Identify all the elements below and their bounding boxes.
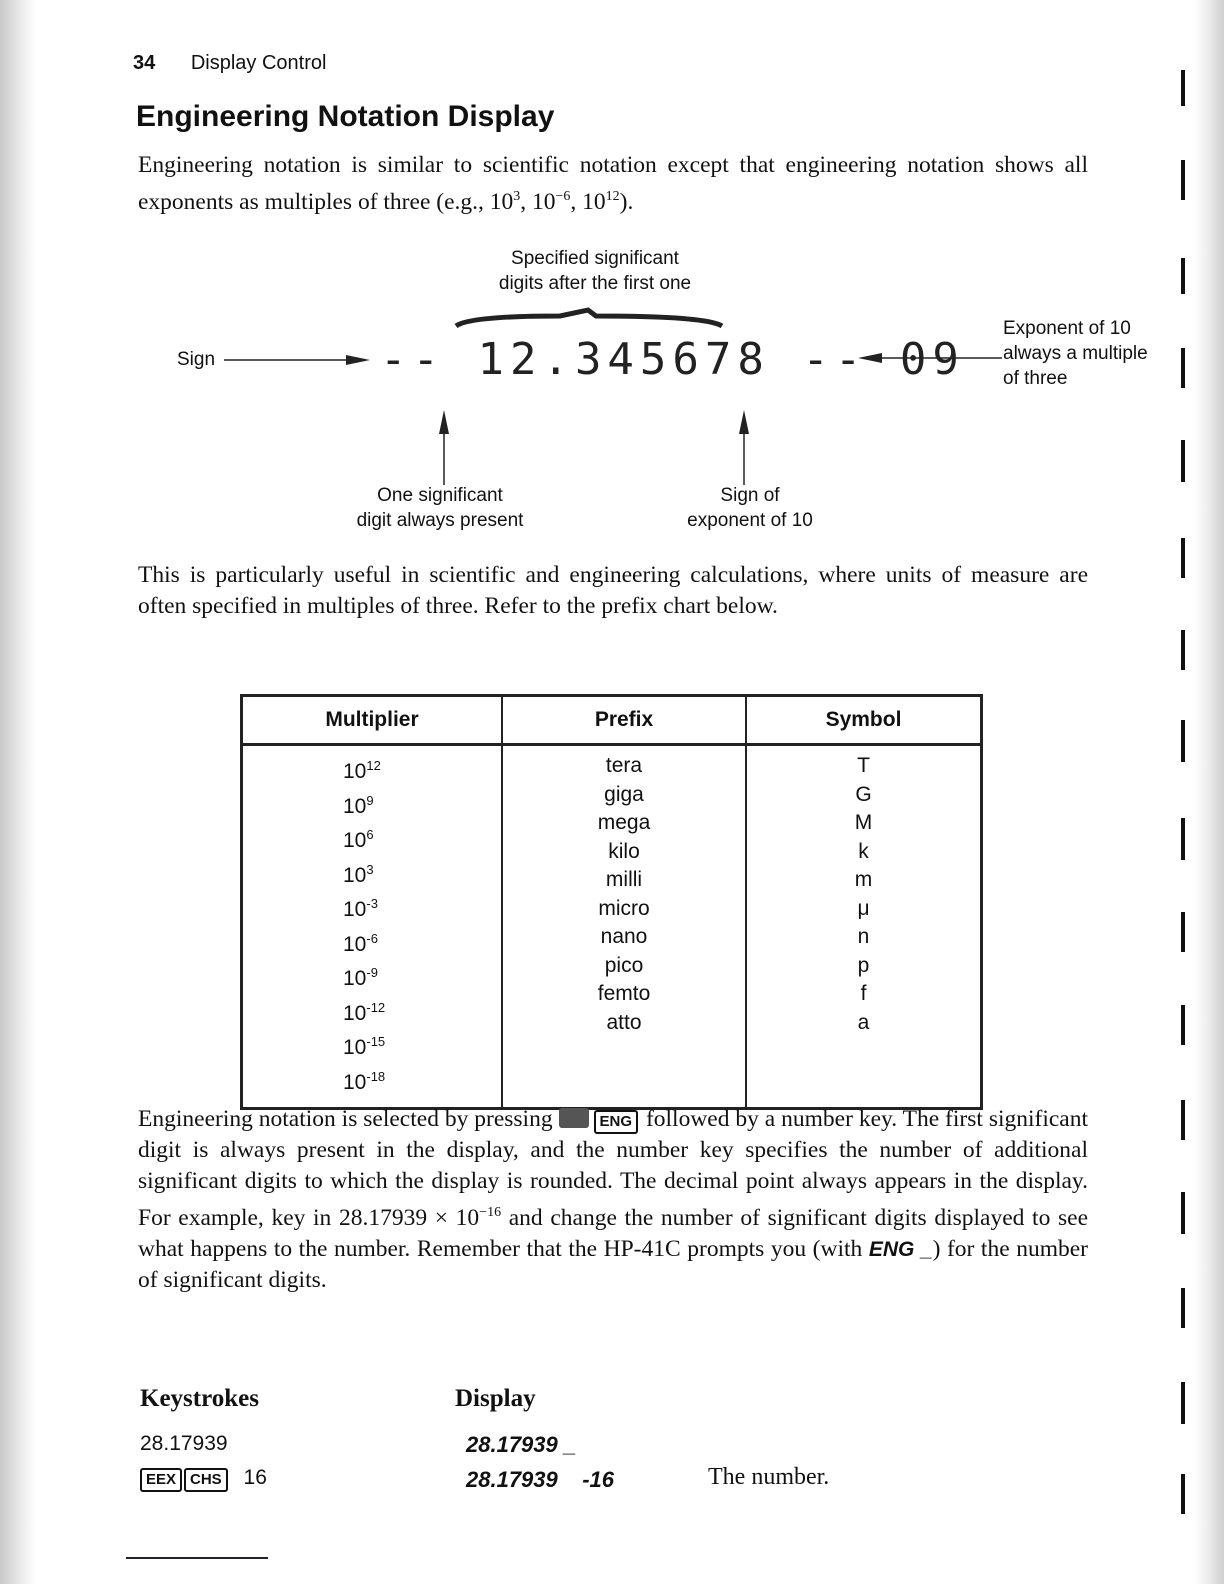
change-bar (1181, 1005, 1185, 1045)
lcd-display: -- 12.345678 -- 09 (380, 334, 965, 385)
eng-key[interactable]: ENG (594, 1110, 639, 1134)
symbol-cell: μ (857, 896, 870, 920)
multiplier-cell: $10^{12}$ (343, 758, 381, 783)
symbol-cell: f (860, 982, 867, 1005)
selection-paragraph: Engineering notation is selected by pressing ENG followed by a number key. The first significant digit is always present in the display, and the number key specifies the number of additional significant digits to which the display is rounded. The decimal point always appears in the display. For example, key in $28.17939 \times 10^{-16}$ and change the number of significant digits displayed to see what happens to the number. Remember that the HP-41C prompts you (with ENG _) for the number of significant digits. (138, 1106, 1089, 1293)
keystroke-row-2 (140, 1466, 267, 1492)
symbol-column (746, 745, 982, 1109)
change-bar (1181, 1192, 1185, 1234)
chs-key[interactable]: CHS (184, 1468, 228, 1492)
label-specified-digits: Specified significant digits after the first one (498, 248, 692, 294)
section-title: Display Control (190, 52, 327, 74)
header-prefix: Prefix (502, 696, 746, 745)
display-row-1: 28.17939 _ (466, 1432, 577, 1457)
display-heading: Display (455, 1385, 536, 1412)
table-header-row (242, 696, 982, 745)
display-row-2: 28.17939 -16 (466, 1467, 615, 1492)
change-bar (1181, 1474, 1185, 1514)
prefix-cell: nano (600, 925, 648, 948)
multiplier-cell: $10^3$ (343, 861, 374, 887)
label-exponent: Exponent of 10 always a multiple of three (1003, 318, 1148, 389)
exp-sign-arrowhead (739, 410, 749, 434)
label-sign: Sign (177, 349, 216, 370)
shift-key[interactable] (559, 1108, 589, 1128)
prefix-cell: milli (605, 868, 643, 891)
multiplier-cell: $10^{-6}$ (343, 930, 378, 956)
sign-arrowhead (346, 355, 370, 365)
symbol-cell: n (857, 925, 870, 948)
symbol-cell: a (857, 1010, 870, 1034)
prefix-cell: mega (597, 811, 651, 834)
label-exponent-sign: Sign of exponent of 10 (687, 485, 813, 531)
keystroke-number: 16 (243, 1466, 267, 1489)
prefix-cell: femto (597, 982, 651, 1005)
prefix-cell: tera (605, 754, 643, 777)
symbol-cell: T (857, 754, 870, 777)
header-multiplier: Multiplier (242, 696, 503, 745)
multiplier-cell: $10^9$ (343, 792, 374, 818)
change-bar (1181, 720, 1185, 762)
table-body-row (242, 745, 982, 1109)
keystroke-row-1: 28.17939 (140, 1432, 228, 1455)
prefix-cell: pico (604, 953, 644, 977)
usage-paragraph: This is particularly useful in scientific and engineering calculations, where units of measure are often specified in multiples of three. Refer to the prefix chart below. (138, 562, 1088, 619)
prefix-cell: micro (598, 896, 650, 920)
multiplier-cell: $10^{-18}$ (343, 1068, 386, 1094)
symbol-cell: M (854, 811, 873, 834)
prefix-column (502, 745, 746, 1109)
one-digit-arrowhead (439, 410, 449, 434)
change-bar (1181, 912, 1185, 952)
multiplier-cell: $10^{-9}$ (343, 965, 378, 990)
header-symbol: Symbol (746, 696, 982, 745)
display-note: The number. (708, 1464, 830, 1490)
eex-key[interactable]: EEX (140, 1468, 182, 1492)
multiplier-cell: $10^{-3}$ (343, 896, 378, 921)
symbol-cell: k (858, 839, 869, 863)
prefix-table (240, 694, 983, 1110)
multiplier-cell: $10^{-15}$ (343, 1034, 386, 1059)
multiplier-cell: $10^6$ (343, 827, 374, 852)
change-bar (1181, 818, 1185, 860)
multiplier-cell: $10^{-12}$ (343, 999, 386, 1025)
page-number: 34 (133, 52, 156, 74)
prefix-cell: atto (606, 1010, 642, 1034)
prefix-cell: kilo (608, 839, 640, 863)
change-bar (1181, 630, 1185, 670)
intro-paragraph: Engineering notation is similar to scientific notation except that engineering notation shows all exponents as multiples of three (e.g., $10^3$, $10^{-6}$, $10^{12}$). (138, 152, 1088, 215)
prefix-cell: giga (604, 782, 644, 806)
change-bar (1181, 1288, 1185, 1328)
multiplier-column (242, 745, 503, 1109)
footer-rule (126, 1557, 268, 1559)
symbol-cell: G (855, 782, 872, 806)
eng-prompt: ENG _ (868, 1237, 933, 1261)
display-diagram (0, 0, 1224, 560)
label-one-digit: One significant digit always present (356, 485, 524, 531)
page-title: Engineering Notation Display (136, 100, 555, 133)
change-bar (1181, 1382, 1185, 1424)
symbol-cell: p (857, 953, 870, 977)
change-bar (1181, 1100, 1185, 1140)
keystrokes-heading: Keystrokes (140, 1385, 259, 1412)
symbol-cell: m (854, 868, 873, 891)
brace (456, 310, 722, 326)
